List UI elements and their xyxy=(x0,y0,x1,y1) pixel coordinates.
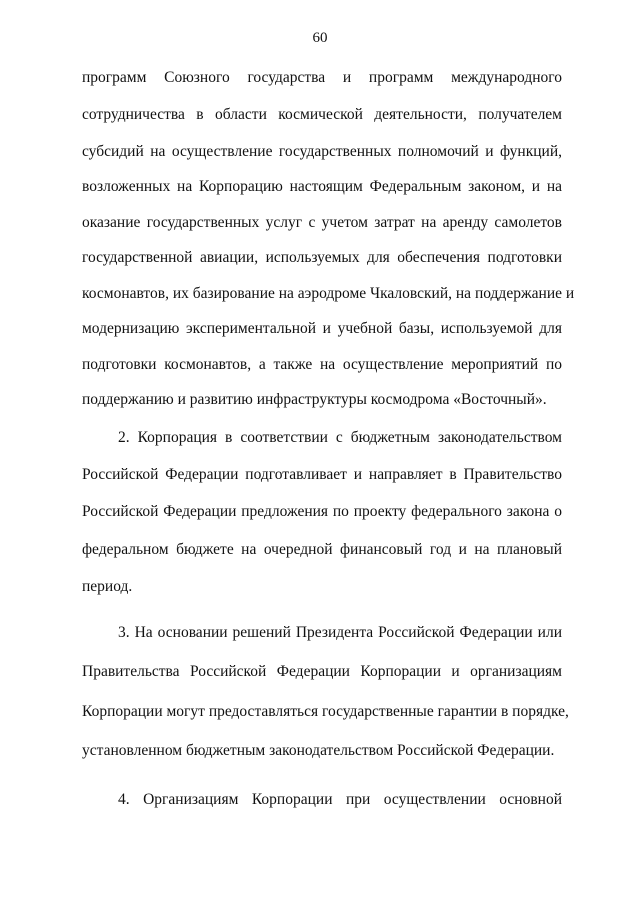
document-line: Правительства Российской Федерации Корпорации и организациям xyxy=(82,663,562,680)
document-line: 3. На основании решений Президента Российской Федерации или xyxy=(118,624,562,641)
document-line: государственной авиации, используемых для обеспечения подготовки xyxy=(82,249,562,266)
document-line: программ Союзного государства и программ международного xyxy=(82,69,562,86)
document-line: Корпорации могут предоставляться государственные гарантии в порядке, xyxy=(82,703,569,720)
document-line: космонавтов, их базирование на аэродроме Чкаловский, на поддержание и xyxy=(82,285,575,302)
document-line: Российской Федерации подготавливает и направляет в Правительство xyxy=(82,466,562,483)
document-line: оказание государственных услуг с учетом затрат на аренду самолетов xyxy=(82,214,562,231)
document-line: Российской Федерации предложения по проекту федерального закона о xyxy=(82,503,562,520)
document-line: поддержанию и развитию инфраструктуры космодрома «Восточный». xyxy=(82,391,547,408)
document-line: период. xyxy=(82,578,133,595)
document-line: субсидий на осуществление государственных полномочий и функций, xyxy=(82,143,562,160)
document-line: модернизацию экспериментальной и учебной базы, используемой для xyxy=(82,320,562,337)
document-line: подготовки космонавтов, а также на осуществление мероприятий по xyxy=(82,356,562,373)
document-line: 2. Корпорация в соответствии с бюджетным законодательством xyxy=(118,429,562,446)
document-line: установленном бюджетным законодательством Российской Федерации. xyxy=(82,742,555,759)
document-line: возложенных на Корпорацию настоящим Федеральным законом, и на xyxy=(82,178,562,195)
document-line: сотрудничества в области космической деятельности, получателем xyxy=(82,106,562,123)
page-number: 60 xyxy=(312,30,328,46)
document-line: федеральном бюджете на очередной финансовый год и на плановый xyxy=(82,541,562,558)
document-line: 4. Организациям Корпорации при осуществлении основной xyxy=(118,791,562,808)
